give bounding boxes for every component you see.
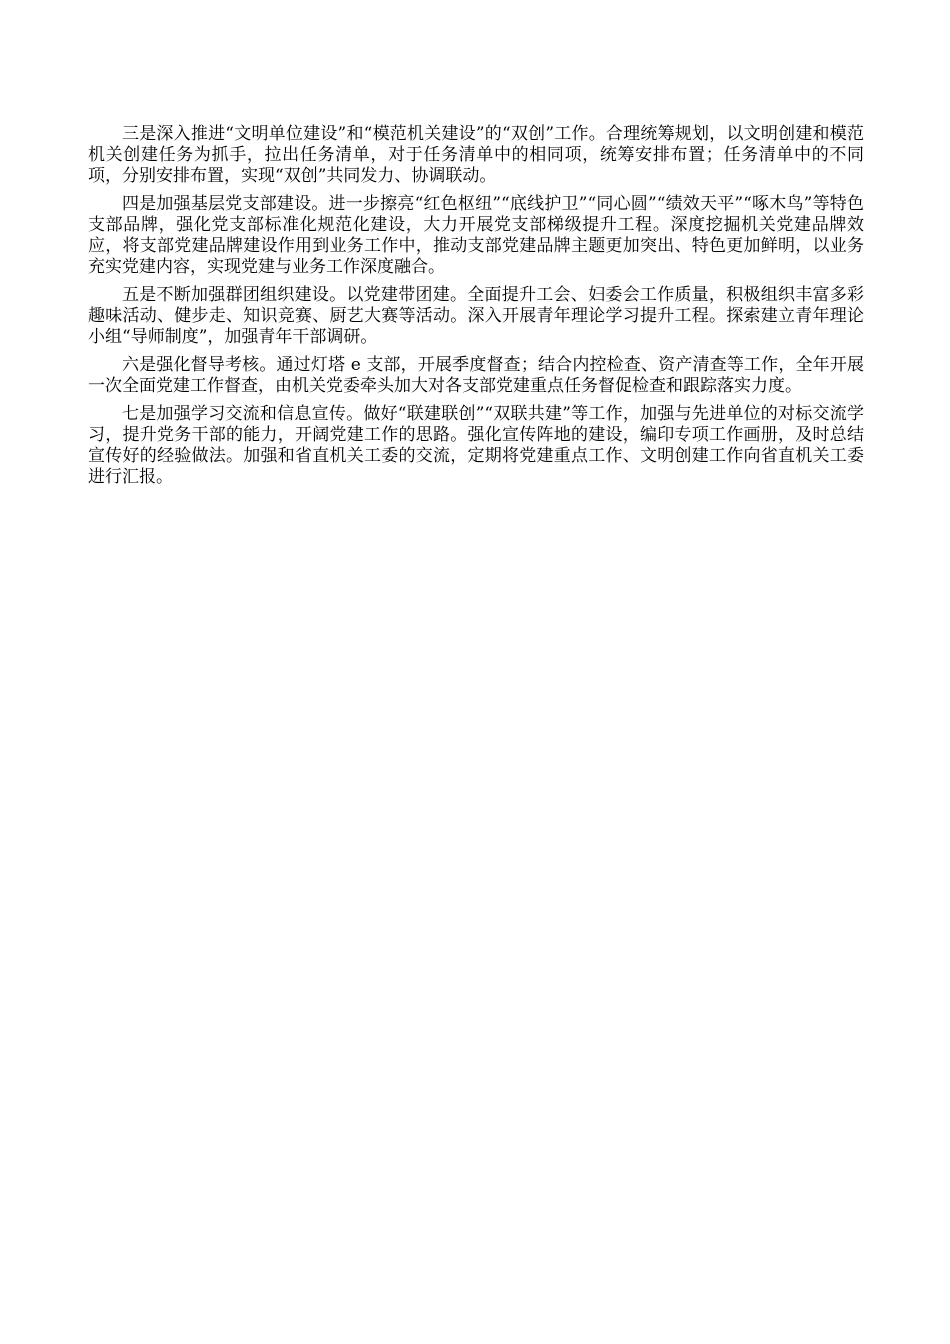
paragraph-seven-exchange-publicity: 七是加强学习交流和信息宣传。做好“联建联创”“双联共建”等工作，加强与先进单位的对标交流学习，提升党务干部的能力，开阔党建工作的思路。强化宣传阵地的建设，编印专项工作画册，及时总结宣传好的经验做法。加强和省直机关工委的交流，定期将党建重点工作、文明创建工作向省直机关工委进行汇报。 — [88, 404, 864, 487]
paragraph-six-supervision-assessment: 六是强化督导考核。通过灯塔 e 支部，开展季度督查；结合内控检查、资产清查等工作，全年开展一次全面党建工作督查，由机关党委牵头加大对各支部党建重点任务督促检查和跟踪落实力度。 — [88, 355, 864, 396]
paragraph-three-civilization-creation: 三是深入推进“文明单位建设”和“模范机关建设”的“双创”工作。合理统筹规划，以文明创建和模范机关创建任务为抓手，拉出任务清单，对于任务清单中的相同项，统筹安排布置；任务清单中的不同项，分别安排布置，实现“双创”共同发力、协调联动。 — [88, 124, 864, 186]
document-body — [88, 124, 864, 495]
paragraph-four-party-branch-building: 四是加强基层党支部建设。进一步擦亮“红色枢纽”“底线护卫”“同心圆”“绩效天平”“啄木鸟”等特色支部品牌，强化党支部标准化规范化建设，大力开展党支部梯级提升工程。深度挖掘机关党建品牌效应，将支部党建品牌建设作用到业务工作中，推动支部党建品牌主题更加突出、特色更加鲜明，以业务充实党建内容，实现党建与业务工作深度融合。 — [88, 194, 864, 277]
paragraph-five-mass-organizations: 五是不断加强群团组织建设。以党建带团建。全面提升工会、妇委会工作质量，积极组织丰富多彩趣味活动、健步走、知识竞赛、厨艺大赛等活动。深入开展青年理论学习提升工程。探索建立青年理论小组“导师制度”，加强青年干部调研。 — [88, 285, 864, 347]
